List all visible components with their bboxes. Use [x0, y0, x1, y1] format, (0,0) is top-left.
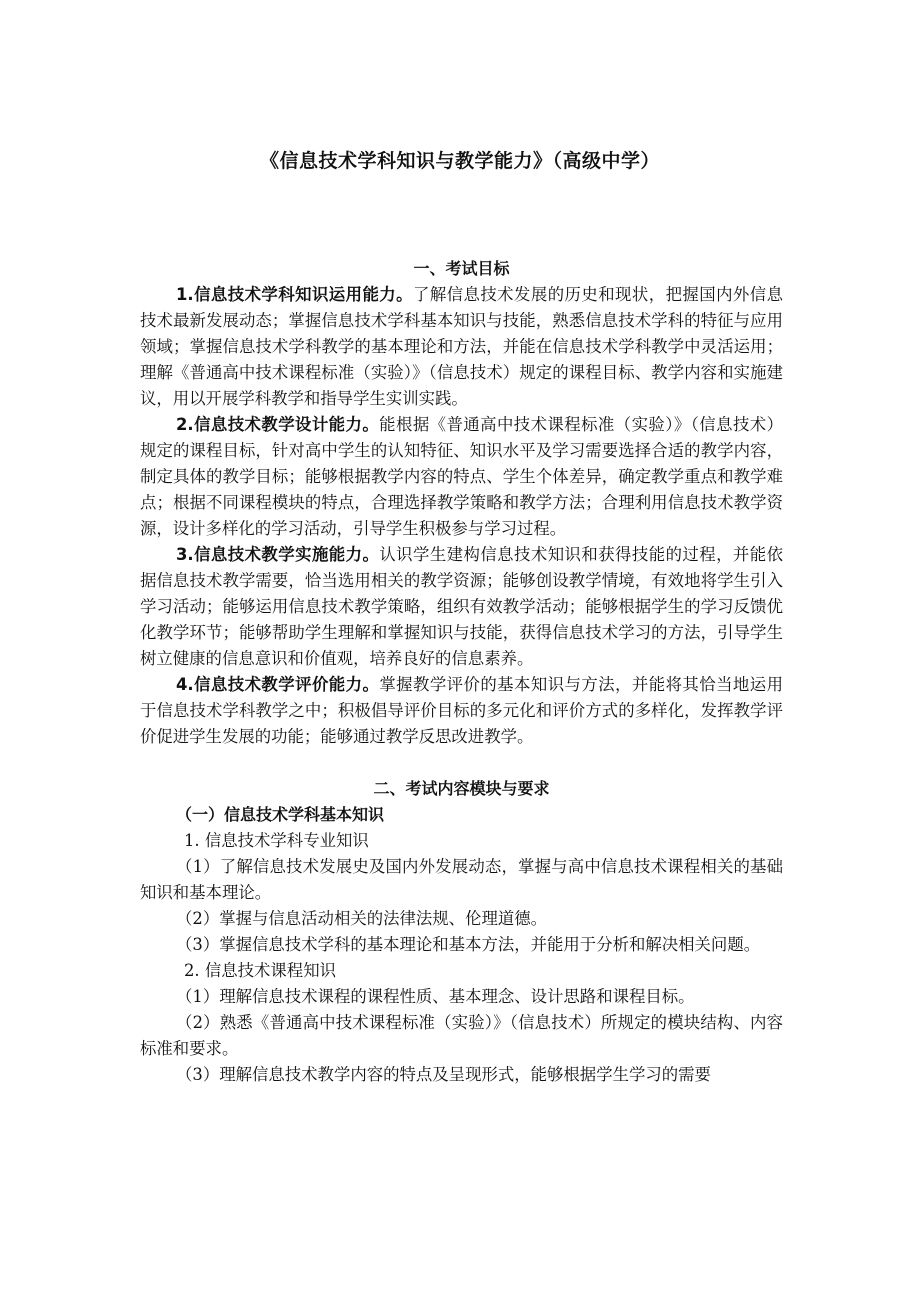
- section-heading-content-modules: 二、考试内容模块与要求: [373, 779, 550, 798]
- goal-paragraph-2: [140, 412, 783, 542]
- goal-lead-2: 2.信息技术教学设计能力。: [176, 415, 380, 434]
- subsection-heading-basic-knowledge: （一）信息技术学科基本知识: [176, 805, 385, 824]
- list-item: （3）理解信息技术教学内容的特点及呈现形式，能够根据学生学习的需要: [176, 1065, 711, 1084]
- document-body: [140, 256, 783, 1088]
- goal-text-2: 能根据《普通高中技术课程标准（实验）》（信息技术）规定的课程目标，针对高中学生的认知特征、知识水平及学习需要选择合适的教学内容，制定具体的教学目标；能够根据教学内容的特点、学生个体差异，确定教学重点和教学难点；根据不同课程模块的特点，合理选择教学策略和教学方法；合理利用信息技术教学资源，设计多样化的学习活动，引导学生积极参与学习过程。: [140, 415, 783, 538]
- list-item: （2）熟悉《普通高中技术课程标准（实验）》（信息技术）所规定的模块结构、内容标准和要求。: [140, 1013, 783, 1058]
- section-spacer: [140, 750, 783, 776]
- goal-lead-3: 3.信息技术教学实施能力。: [176, 545, 380, 564]
- goal-paragraph-3: [140, 542, 783, 672]
- section-heading-exam-goals: 一、考试目标: [413, 259, 510, 278]
- goal-text-1: 了解信息技术发展的历史和现状，把握国内外信息技术最新发展动态；掌握信息技术学科基本知识与技能，熟悉信息技术学科的特征与应用领域；掌握信息技术学科教学的基本理论和方法，并能在信息技术学科教学中灵活运用；理解《普通高中技术课程标准（实验）》（信息技术）规定的课程目标、教学内容和实施建议，用以开展学科教学和指导学生实训实践。: [140, 285, 783, 408]
- goal-text-3: 认识学生建构信息技术知识和获得技能的过程，并能依据信息技术教学需要，恰当选用相关的教学资源；能够创设教学情境，有效地将学生引入学习活动；能够运用信息技术教学策略，组织有效教学活动；能够根据学生的学习反馈优化教学环节；能够帮助学生理解和掌握知识与技能，获得信息技术学习的方法，引导学生树立健康的信息意识和价值观，培养良好的信息素养。: [140, 545, 783, 668]
- document-title: 《信息技术学科知识与教学能力》（高级中学）: [259, 150, 660, 172]
- list-item: （1）了解信息技术发展史及国内外发展动态，掌握与高中信息技术课程相关的基础知识和基本理论。: [140, 857, 783, 902]
- goal-paragraph-1: [140, 282, 783, 412]
- list-item: （1）理解信息技术课程的课程性质、基本理念、设计思路和课程目标。: [176, 987, 695, 1006]
- goal-paragraph-4: [140, 672, 783, 750]
- item-title-course-knowledge: 2. 信息技术课程知识: [184, 961, 336, 980]
- goal-text-4: 掌握教学评价的基本知识与方法，并能将其恰当地运用于信息技术学科教学之中；积极倡导评价目标的多元化和评价方式的多样化，发挥教学评价促进学生发展的功能；能够通过教学反思改进教学。: [140, 675, 783, 746]
- goal-lead-1: 1.信息技术学科知识运用能力。: [176, 285, 413, 304]
- goal-lead-4: 4.信息技术教学评价能力。: [176, 675, 380, 694]
- list-item: （3）掌握信息技术学科的基本理论和基本方法，并能用于分析和解决相关问题。: [176, 935, 761, 954]
- list-item: （2）掌握与信息活动相关的法律法规、伦理道德。: [176, 909, 548, 928]
- item-title-professional-knowledge: 1. 信息技术学科专业知识: [184, 831, 369, 850]
